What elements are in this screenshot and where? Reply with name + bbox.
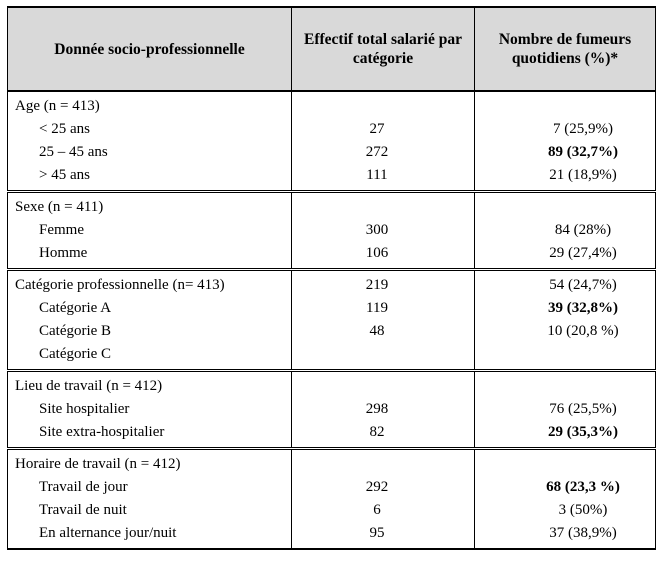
row-label: Homme	[39, 245, 88, 261]
group-counts	[292, 449, 475, 550]
smokers-cell: 7 (25,9%)	[553, 121, 613, 137]
smokers-cell: 21 (18,9%)	[549, 167, 617, 183]
group-title: Horaire de travail (n = 412)	[15, 456, 181, 472]
count-cell: 300	[365, 222, 389, 238]
count-cell: 272	[365, 144, 389, 160]
group-title: Age (n = 413)	[15, 98, 100, 114]
smokers-cell: 3 (50%)	[558, 502, 608, 518]
row-label: Catégorie B	[39, 323, 112, 339]
smokers-cell: 84 (28%)	[554, 222, 612, 238]
smokers-cell: 76 (25,5%)	[549, 401, 617, 417]
group-counts	[292, 91, 475, 192]
table-body	[8, 91, 656, 549]
count-cell: 298	[365, 401, 389, 417]
smokers-table	[7, 6, 656, 550]
table-group	[8, 449, 656, 550]
group-smokers	[475, 192, 656, 270]
group-counts	[292, 192, 475, 270]
header-total-employees: Effectif total salarié par catégorie	[292, 7, 475, 91]
table-header-row	[8, 7, 656, 91]
spacer	[292, 95, 474, 118]
spacer	[475, 453, 655, 476]
row-label: < 25 ans	[39, 121, 90, 137]
spacer	[292, 375, 474, 398]
spacer	[475, 95, 655, 118]
table-group	[8, 91, 656, 192]
count-cell: 292	[365, 479, 389, 495]
count-cell: 219	[365, 277, 389, 293]
spacer	[475, 375, 655, 398]
count-cell: 119	[366, 300, 388, 316]
smokers-cell: 37 (38,9%)	[549, 525, 617, 541]
group-smokers	[475, 449, 656, 550]
row-label: Femme	[39, 222, 84, 238]
row-label: Site extra-hospitalier	[39, 424, 165, 440]
group-labels	[8, 371, 292, 449]
header-socio-professional: Donnée socio-professionnelle	[8, 7, 292, 91]
smokers-cell: 29 (35,3%)	[548, 424, 618, 440]
row-label: Site hospitalier	[39, 401, 130, 417]
group-title: Catégorie professionnelle (n= 413)	[15, 277, 225, 293]
table-group	[8, 270, 656, 371]
smokers-cell: 68 (23,3 %)	[546, 479, 620, 495]
group-smokers	[475, 270, 656, 371]
row-label: Travail de nuit	[39, 502, 127, 518]
smokers-cell: 29 (27,4%)	[549, 245, 617, 261]
smokers-cell: 89 (32,7%)	[548, 144, 618, 160]
row-label: En alternance jour/nuit	[39, 525, 177, 541]
smokers-cell: 10 (20,8 %)	[547, 323, 619, 339]
spacer	[475, 196, 655, 219]
row-label: 25 – 45 ans	[39, 144, 108, 160]
smokers-cell: 54 (24,7%)	[549, 277, 617, 293]
count-cell: 27	[369, 121, 385, 137]
table-group	[8, 371, 656, 449]
row-label: Catégorie C	[39, 346, 112, 362]
group-counts	[292, 371, 475, 449]
group-smokers	[475, 91, 656, 192]
count-cell: 95	[369, 525, 385, 541]
row-label: > 45 ans	[39, 167, 90, 183]
row-label: Catégorie A	[39, 300, 112, 316]
group-smokers	[475, 371, 656, 449]
header-daily-smokers: Nombre de fumeurs quotidiens (%)*	[475, 7, 656, 91]
group-counts	[292, 270, 475, 371]
group-labels	[8, 91, 292, 192]
count-cell: 48	[369, 323, 385, 339]
group-labels	[8, 270, 292, 371]
table-group	[8, 192, 656, 270]
count-cell: 106	[365, 245, 389, 261]
row-label: Travail de jour	[39, 479, 128, 495]
spacer	[292, 453, 474, 476]
group-labels	[8, 192, 292, 270]
count-cell: 82	[369, 424, 385, 440]
count-cell: 6	[373, 502, 381, 518]
group-title: Lieu de travail (n = 412)	[15, 378, 163, 394]
group-title: Sexe (n = 411)	[15, 199, 104, 215]
count-cell: 111	[366, 167, 388, 183]
smokers-cell: 39 (32,8%)	[548, 300, 618, 316]
spacer	[292, 196, 474, 219]
group-labels	[8, 449, 292, 550]
